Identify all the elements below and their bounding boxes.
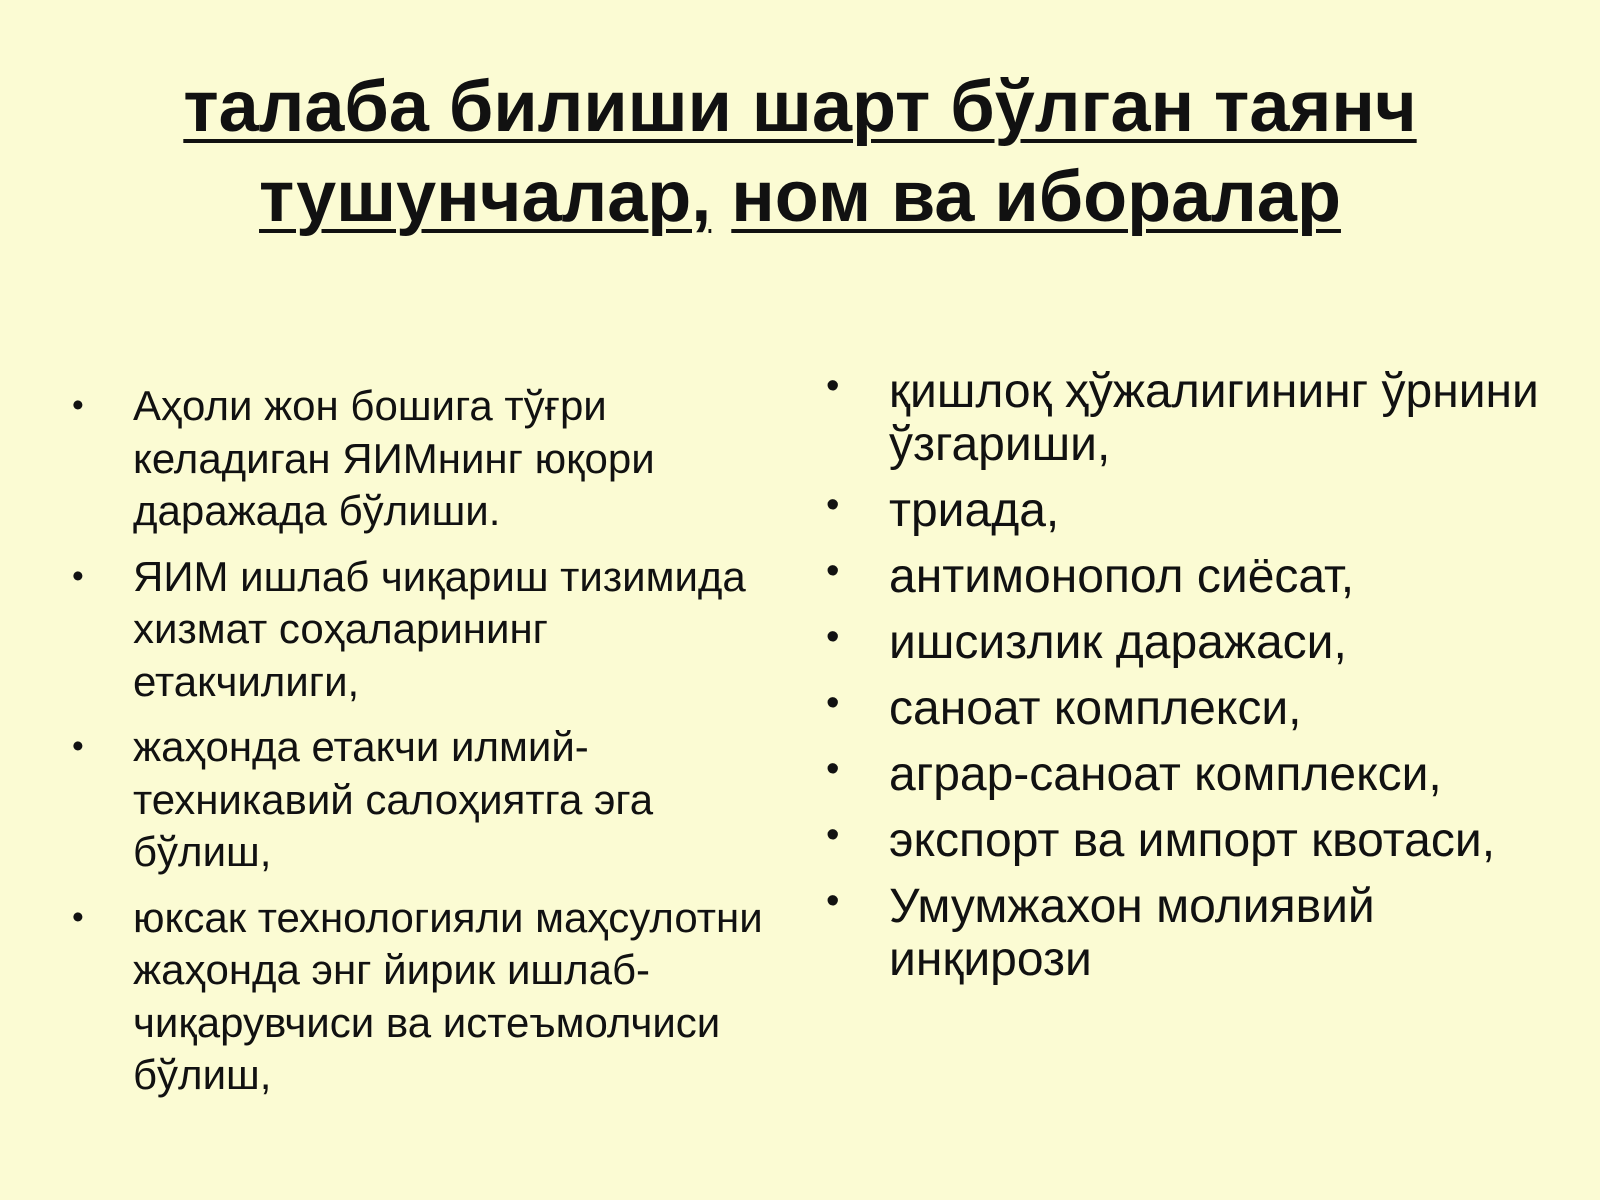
list-item-text: саноат комплекси, [889, 682, 1302, 735]
list-item-text: Умумжахон молиявий инқирози [889, 880, 1375, 986]
bullet-icon: • [826, 813, 840, 856]
list-item-text: қишлоқ ҳўжалигининг ўрнини ўзгариши, [889, 365, 1539, 471]
list-item [824, 365, 1564, 471]
list-item [824, 748, 1564, 801]
list-item-text: антимонопол сиёсат, [889, 550, 1355, 603]
list-item-text: юксак технологияли маҳсулотни жаҳонда энг йирик ишлаб-чиқарувчиси ва истеъмолчиси бўлиш, [133, 893, 763, 1098]
list-item [70, 551, 770, 709]
bullet-icon: • [826, 483, 840, 526]
bullet-icon: • [826, 615, 840, 658]
list-item-text: ишсизлик даражаси, [889, 616, 1347, 669]
list-item [70, 721, 770, 879]
title-line-2b: ном ва иборалар [731, 157, 1341, 237]
bullet-icon: • [72, 898, 84, 936]
bullet-icon: • [826, 681, 840, 724]
list-item [824, 616, 1564, 669]
list-item [70, 380, 770, 538]
title-line-1: талаба билиши шарт бўлган таянч [183, 67, 1417, 147]
list-item-text: Аҳоли жон бошига тўғри келадиган ЯИМнинг юқори даражада бўлиши. [133, 382, 655, 534]
bullet-icon: • [826, 549, 840, 592]
list-item-text: ЯИМ ишлаб чиқариш тизимида хизмат соҳаларининг етакчилиги, [133, 552, 746, 705]
bullet-icon: • [826, 364, 840, 407]
right-bullet-list [824, 365, 1564, 999]
list-item [70, 892, 770, 1102]
list-item [824, 550, 1564, 603]
slide-title [0, 62, 1600, 242]
list-item-text: триада, [889, 484, 1060, 537]
list-item-text: аграр-саноат комплекси, [889, 748, 1442, 801]
bullet-icon: • [72, 557, 84, 595]
bullet-icon: • [826, 879, 840, 922]
bullet-icon: • [72, 387, 84, 424]
left-bullet-list [70, 380, 770, 1115]
bullet-icon: • [72, 728, 84, 765]
list-item [824, 880, 1564, 986]
bullet-icon: • [826, 747, 840, 790]
list-item [824, 682, 1564, 735]
list-item-text: жаҳонда етакчи илмий-техникавий салоҳиятга эга бўлиш, [133, 723, 654, 875]
title-line-2a: тушунчалар, [259, 157, 712, 237]
list-item-text: экспорт ва импорт квотаси, [889, 814, 1496, 867]
list-item [824, 814, 1564, 867]
list-item [824, 484, 1564, 537]
